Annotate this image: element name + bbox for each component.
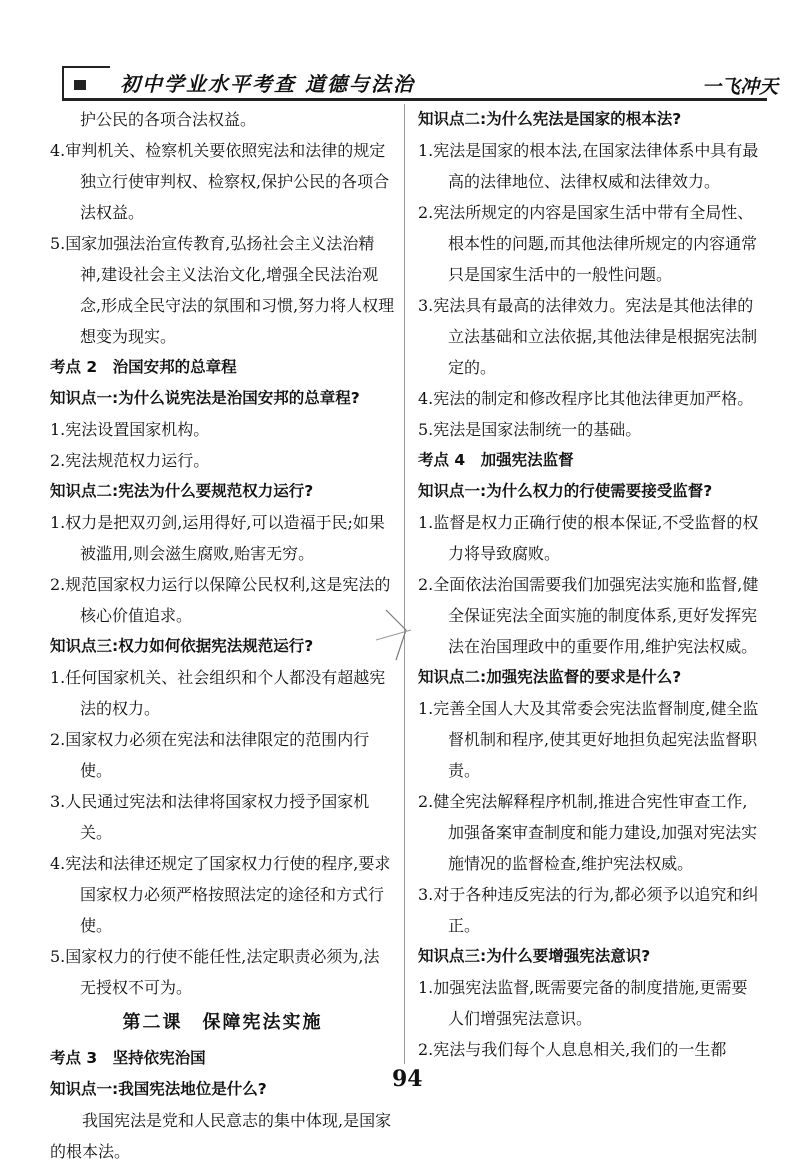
pencil-mark-icon: [366, 590, 436, 680]
list-item: 3.宪法具有最高的法律效力。宪法是其他法律的立法基础和立法依据,其他法律是根据宪法制定的。: [418, 296, 758, 377]
list-item: 1.监督是权力正确行使的根本保证,不受监督的权力将导致腐败。: [418, 513, 759, 563]
list-item: 2.宪法所规定的内容是国家生活中带有全局性、根本性的问题,而其他法律所规定的内容通常只是国家生活中的一般性问题。: [418, 203, 758, 284]
page-header: [0, 0, 800, 100]
paragraph-continuation: 护公民的各项合法权益。: [80, 110, 257, 129]
section-heading: 知识点一:我国宪法地位是什么?: [50, 1080, 267, 1098]
list-item: 1.宪法设置国家机构。: [50, 420, 210, 439]
lesson-title: 第二课 保障宪法实施: [122, 1012, 323, 1033]
book-logo-icon: [62, 66, 110, 98]
section-heading: 考点 4 加强宪法监督: [418, 451, 574, 469]
column-divider: [404, 104, 405, 1064]
section-heading: 考点 3 坚持依宪治国: [50, 1049, 206, 1067]
list-item: 1.权力是把双刃剑,运用得好,可以造福于民;如果被滥用,则会滋生腐败,贻害无穷。: [50, 513, 385, 563]
list-item: 1.完善全国人大及其常委会宪法监督制度,健全监督机制和程序,使其更好地担负起宪法监督职责。: [418, 699, 759, 780]
list-item: 2.全面依法治国需要我们加强宪法实施和监督,健全保证宪法全面实施的制度体系,更好发挥宪法在治国理政中的重要作用,维护宪法权威。: [418, 575, 759, 656]
book-title: 初中学业水平考查 道德与法治: [120, 72, 415, 96]
list-item: 1.加强宪法监督,既需要完备的制度措施,更需要人们增强宪法意识。: [418, 978, 748, 1028]
list-item: 2.宪法规范权力运行。: [50, 451, 210, 470]
list-item: 2.宪法与我们每个人息息相关,我们的一生都: [418, 1040, 727, 1059]
list-item: 4.宪法的制定和修改程序比其他法律更加严格。: [418, 389, 754, 408]
list-item: 4.宪法和法律还规定了国家权力行使的程序,要求国家权力必须严格按照法定的途径和方式行使。: [50, 854, 391, 935]
section-heading: 考点 2 治国安邦的总章程: [50, 358, 237, 376]
list-item: 5.国家加强法治宣传教育,弘扬社会主义法治精神,建设社会主义法治文化,增强全民法治观念,形成全民守法的氛围和习惯,努力将人权理想变为现实。: [50, 234, 395, 346]
list-item: 2.国家权力必须在宪法和法律限定的范围内行使。: [50, 730, 370, 780]
list-item: 5.宪法是国家法制统一的基础。: [418, 420, 642, 439]
section-heading: 知识点一:为什么说宪法是治国安邦的总章程?: [50, 389, 360, 407]
section-heading: 知识点二:宪法为什么要规范权力运行?: [50, 482, 314, 500]
list-item: 4.审判机关、检察机关要依照宪法和法律的规定独立行使审判权、检察权,保护公民的各项合法权益。: [50, 141, 390, 222]
page-number: 94: [392, 1066, 423, 1092]
section-heading: 知识点二:加强宪法监督的要求是什么?: [418, 668, 682, 686]
right-column: [418, 104, 763, 1065]
list-item: 3.对于各种违反宪法的行为,都必须予以追究和纠正。: [418, 885, 759, 935]
header-rule: [62, 98, 767, 101]
section-heading: 知识点三:为什么要增强宪法意识?: [418, 947, 651, 965]
paragraph: 我国宪法是党和人民意志的集中体现,是国家的根本法。: [50, 1111, 392, 1161]
brand-name: 一飞冲天: [701, 76, 778, 98]
left-column: [50, 104, 395, 1167]
list-item: 1.任何国家机关、社会组织和个人都没有超越宪法的权力。: [50, 668, 386, 718]
section-heading: 知识点二:为什么宪法是国家的根本法?: [418, 110, 682, 128]
list-item: 5.国家权力的行使不能任性,法定职责必须为,法无授权不可为。: [50, 947, 380, 997]
list-item: 3.人民通过宪法和法律将国家权力授予国家机关。: [50, 792, 370, 842]
list-item: 2.规范国家权力运行以保障公民权利,这是宪法的核心价值追求。: [50, 575, 391, 625]
list-item: 2.健全宪法解释程序机制,推进合宪性审查工作,加强备案审查制度和能力建设,加强对宪法实施情况的监督检查,维护宪法权威。: [418, 792, 758, 873]
section-heading: 知识点三:权力如何依据宪法规范运行?: [50, 637, 314, 655]
list-item: 1.宪法是国家的根本法,在国家法律体系中具有最高的法律地位、法律权威和法律效力。: [418, 141, 759, 191]
section-heading: 知识点一:为什么权力的行使需要接受监督?: [418, 482, 713, 500]
